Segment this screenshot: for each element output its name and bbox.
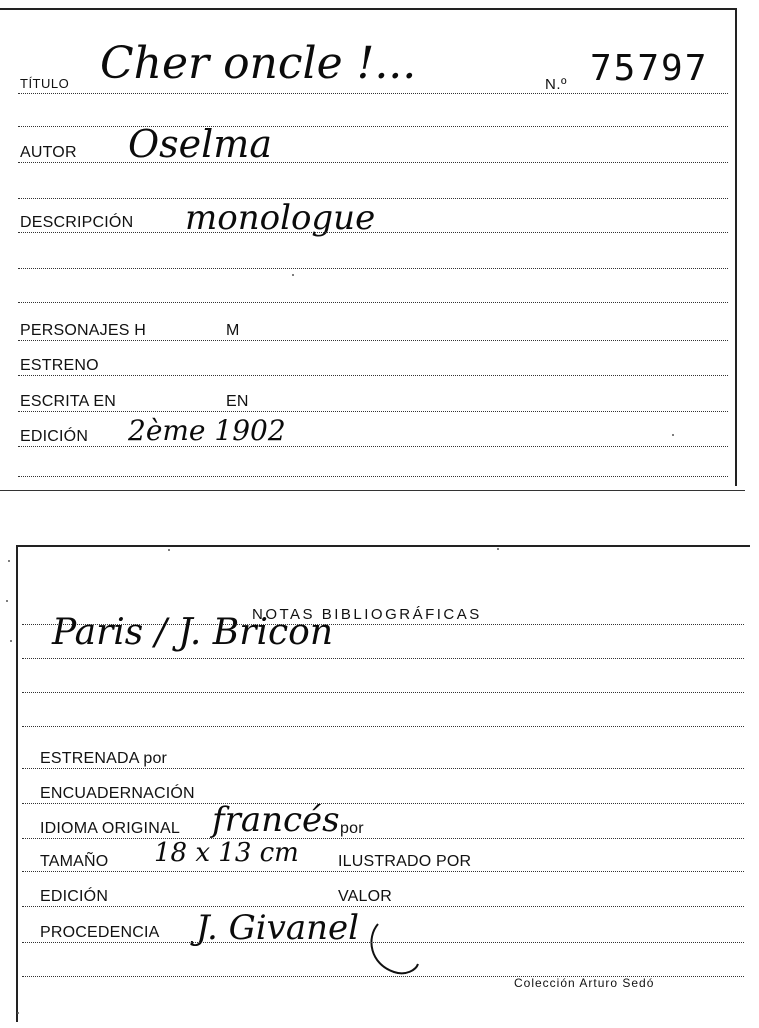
personajes-m-label: M	[226, 322, 240, 339]
blank-rule-5	[18, 476, 728, 477]
edicion-top-rule	[18, 446, 728, 447]
descripcion-rule	[18, 232, 728, 233]
scan-speck	[6, 600, 8, 602]
estrenada-label: ESTRENADA por	[40, 750, 168, 767]
personajes-rule	[18, 340, 728, 341]
collection-credit: Colección Arturo Sedó	[514, 976, 655, 990]
estreno-label: ESTRENO	[20, 357, 99, 374]
titulo-rule	[18, 93, 728, 94]
escrita-en2-label: EN	[226, 393, 249, 410]
numero-label: N.º	[545, 76, 567, 93]
numero-value: 75797	[590, 48, 709, 89]
card-separator	[0, 490, 745, 491]
idioma-rule	[22, 838, 744, 839]
edicion-bottom-rule	[22, 906, 744, 907]
titulo-label: TÍTULO	[20, 76, 70, 91]
notas-rule-2	[22, 658, 744, 659]
scan-speck	[17, 1012, 19, 1014]
encuadernacion-label: ENCUADERNACIÓN	[40, 785, 195, 802]
scan-speck	[8, 560, 10, 562]
procedencia-rule	[22, 942, 744, 943]
tamano-value: 18 x 13 cm	[154, 838, 299, 868]
valor-label: VALOR	[338, 888, 393, 905]
escrita-en-label: ESCRITA EN	[20, 393, 116, 410]
blank-rule-1	[18, 126, 728, 127]
tamano-rule	[22, 871, 744, 872]
ilustrado-label: ILUSTRADO POR	[338, 853, 472, 870]
procedencia-label: PROCEDENCIA	[40, 924, 160, 941]
scan-speck	[497, 548, 499, 550]
edicion-bottom-label: EDICIÓN	[40, 888, 109, 905]
titulo-value: Cher oncle !...	[100, 38, 417, 89]
idioma-por-label: por	[340, 820, 364, 837]
descripcion-value: monologue	[185, 198, 376, 238]
notas-value: Paris / J. Bricon	[52, 612, 334, 653]
autor-value: Oselma	[128, 122, 272, 166]
autor-label: AUTOR	[20, 144, 77, 161]
autor-rule	[18, 162, 728, 163]
edicion-top-value: 2ème 1902	[128, 414, 286, 447]
estrenada-rule	[22, 768, 744, 769]
estreno-rule	[18, 375, 728, 376]
notas-rule-3	[22, 692, 744, 693]
blank-rule-4	[18, 302, 728, 303]
idioma-value: francés	[212, 800, 340, 840]
encuadernacion-rule	[22, 803, 744, 804]
scan-speck	[10, 640, 12, 642]
notas-title: NOTAS BIBLIOGRÁFICAS	[252, 606, 482, 623]
descripcion-label: DESCRIPCIÓN	[20, 214, 134, 231]
idioma-label: IDIOMA ORIGINAL	[40, 820, 180, 837]
personajes-label: PERSONAJES H	[20, 322, 146, 339]
escrita-en-rule	[18, 411, 728, 412]
edicion-top-label: EDICIÓN	[20, 428, 89, 445]
procedencia-value: J. Givanel	[196, 908, 360, 948]
blank-rule-3	[18, 268, 728, 269]
notas-rule-4	[22, 726, 744, 727]
ink-curve-mark	[360, 912, 430, 982]
scan-speck	[292, 274, 294, 276]
tamano-label: TAMAÑO	[40, 853, 109, 870]
scan-speck	[168, 549, 170, 551]
scan-speck	[672, 434, 674, 436]
